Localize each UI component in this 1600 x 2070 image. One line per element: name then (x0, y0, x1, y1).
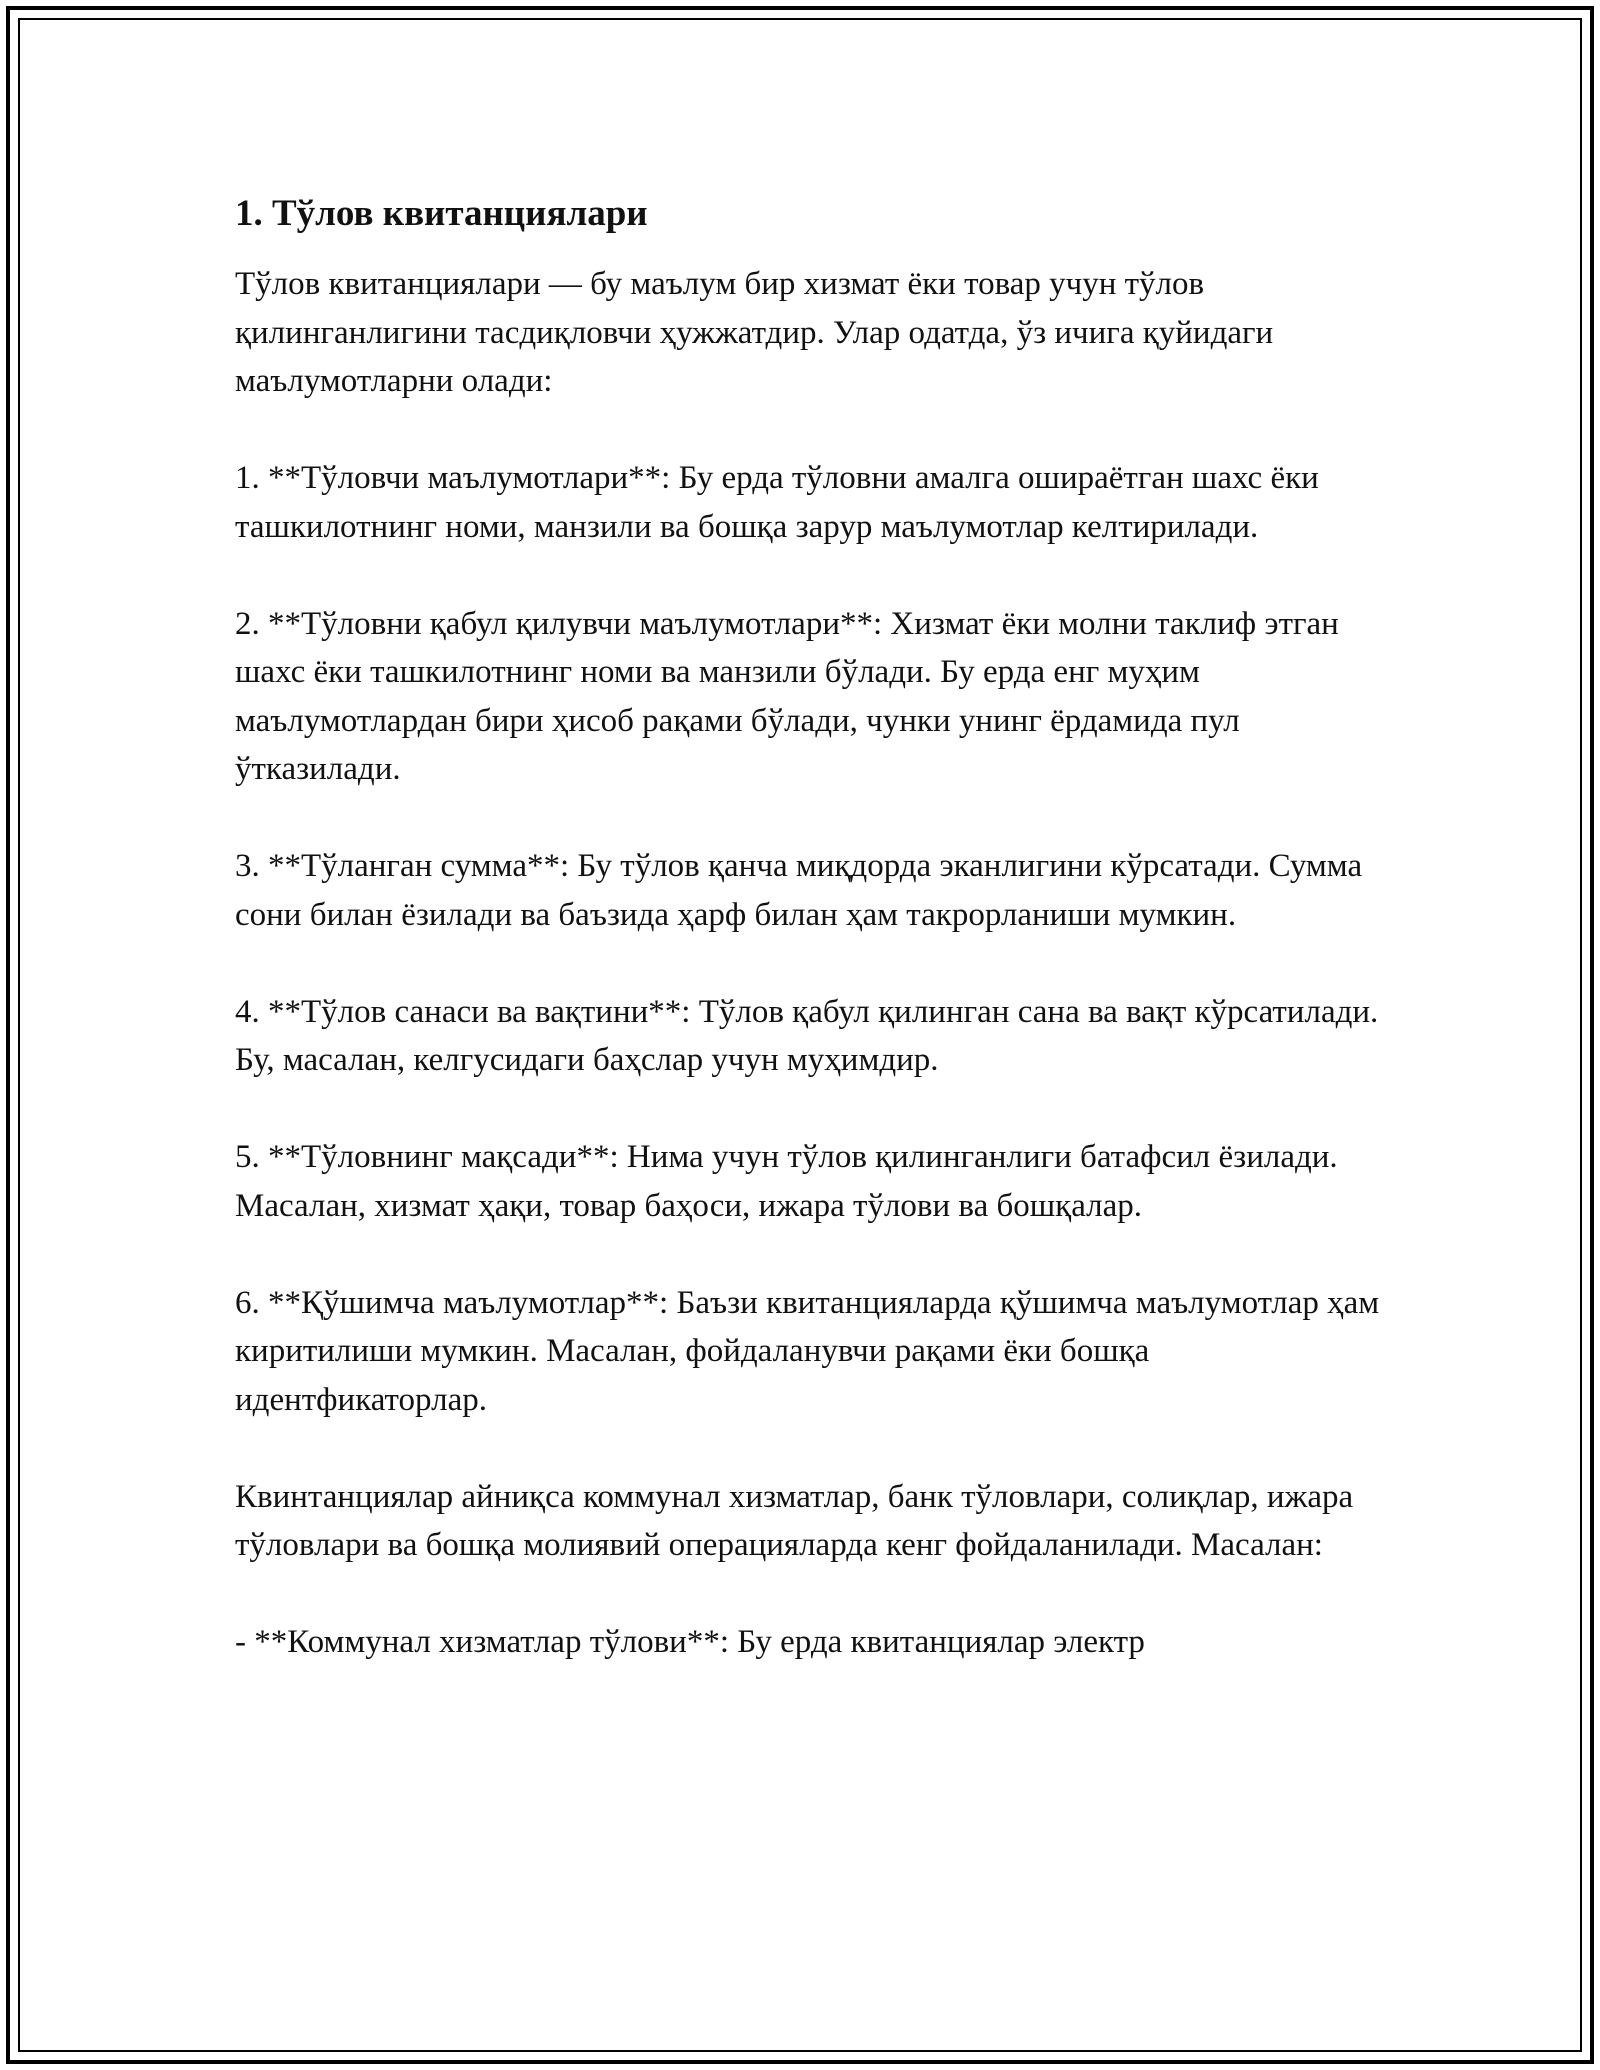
bullet-utilities: - **Коммунал хизматлар тўлови**: Бу ерда квитанциялар электр (235, 1624, 1145, 1660)
document-body (235, 188, 1385, 1667)
list-item-paid-amount: 3. **Тўланган сумма**: Бу тўлов қанча миқдорда эканлигини кўрсатади. Сумма сони билан ёзилади ва баъзида ҳарф билан ҳам такрорланиши мумкин. (235, 848, 1363, 933)
list-item-additional-info: 6. **Қўшимча маълумотлар**: Баъзи квитанцияларда қўшимча маълумотлар ҳам киритилиши мумкин. Масалан, фойдаланувчи рақами ёки бошқа идентфикаторлар. (235, 1284, 1380, 1418)
list-item-payment-purpose: 5. **Тўловнинг мақсади**: Нима учун тўлов қилинганлиги батафсил ёзилади. Масалан, хизмат ҳақи, товар баҳоси, ижара тўлови ва бошқалар. (235, 1139, 1338, 1224)
usage-paragraph: Квинтанциялар айниқса коммунал хизматлар, банк тўловлари, солиқлар, ижара тўловлари ва бошқа молиявий операцияларда кенг фойдаланилади. Масалан: (235, 1478, 1354, 1563)
intro-paragraph: Тўлов квитанциялари — бу маълум бир хизмат ёки товар учун тўлов қилинганлигини тасдиқловчи ҳужжатдир. Улар одатда, ўз ичига қуйидаги маълумотларни олади: (235, 266, 1274, 399)
list-item-payer-info: 1. **Тўловчи маълумотлари**: Бу ерда тўловни амалга ошираётган шахс ёки ташкилотнинг номи, манзили ва бошқа зарур маълумотлар келтирилади. (235, 460, 1319, 545)
section-heading: 1. Тўлов квитанциялари (235, 193, 648, 234)
list-item-recipient-info: 2. **Тўловни қабул қилувчи маълумотлари**: Хизмат ёки молни таклиф этган шахс ёки ташкилотнинг номи ва манзили бўлади. Бу ерда енг муҳим маълумотлардан бири ҳисоб рақами бўлади, чунки унинг ёрдамида пул ўтказилади. (235, 605, 1339, 787)
list-item-payment-date: 4. **Тўлов санаси ва вақтини**: Тўлов қабул қилинган сана ва вақт кўрсатилади. Бу, масалан, келгусидаги баҳслар учун муҳимдир. (235, 993, 1379, 1078)
